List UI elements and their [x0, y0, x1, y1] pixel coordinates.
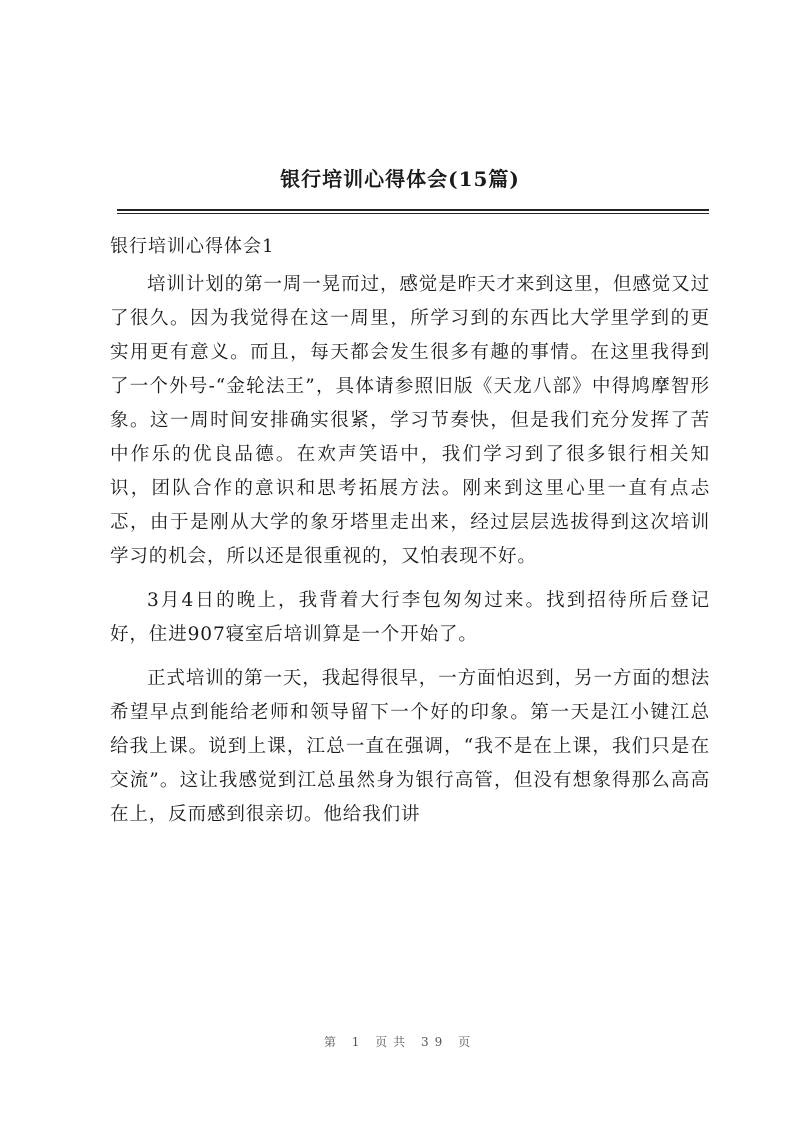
title-divider	[117, 209, 709, 214]
page-footer: 第 1 页共 39 页	[323, 1035, 477, 1049]
body-text	[110, 268, 710, 842]
paragraph-1: 培训计划的第一周一晃而过，感觉是昨天才来到这里，但感觉又过了很久。因为我觉得在这一周里，所学习到的东西比大学里学到的更实用更有意义。而且，每天都会发生很多有趣的事情。在这里我得到了一个外号-“金轮法王”，具体请参照旧版《天龙八部》中得鸠摩智形象。这一周时间安排确实很紧，学习节奏快，但是我们充分发挥了苦中作乐的优良品德。在欢声笑语中，我们学习到了很多银行相关知识，团队合作的意识和思考拓展方法。刚来到这里心里一直有点忐忑，由于是刚从大学的象牙塔里走出来，经过层层选拔得到这次培训学习的机会，所以还是很重视的，又怕表现不好。	[110, 274, 710, 567]
paragraph-3: 正式培训的第一天，我起得很早，一方面怕迟到，另一方面的想法希望早点到能给老师和领导留下一个好的印象。第一天是江小键江总给我上课。说到上课，江总一直在强调，“我不是在上课，我们只是在交流”。这让我感觉到江总虽然身为银行高管，但没有想象得那么高高在上，反而感到很亲切。他给我们讲	[110, 668, 710, 825]
page-title: 银行培训心得体会(15篇)	[280, 167, 520, 191]
section-heading: 银行培训心得体会1	[110, 236, 275, 257]
paragraph-2: 3月4日的晚上，我背着大行李包匆匆过来。找到招待所后登记好，住进907寝室后培训算是一个开始了。	[110, 590, 710, 645]
